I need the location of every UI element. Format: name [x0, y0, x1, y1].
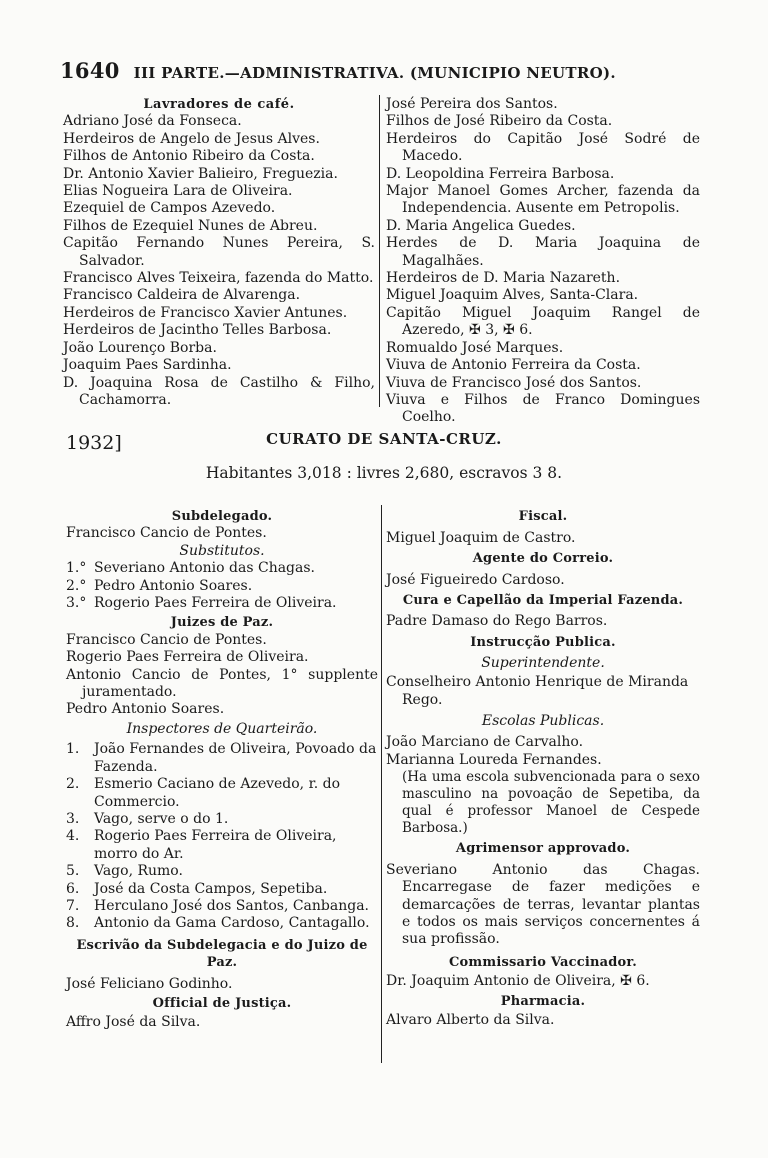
lavrador-entry: Viuva de Francisco José dos Santos.	[386, 374, 642, 391]
substituto-entry	[66, 560, 378, 577]
inspetor-entry-text: Esmerio Caciano de Azevedo, r. do Commercio.	[94, 776, 341, 810]
curato-right-column	[386, 508, 700, 1029]
lavradores-left-column	[63, 96, 375, 409]
fiscal-name: Miguel Joaquim de Castro.	[386, 530, 576, 547]
escolas-note: (Ha uma escola subvencionada para o sexo masculino na povoação de Sepetiba, da qual é professor Manoel de Cespede Barbosa.)	[402, 769, 700, 837]
running-title: III PARTE.—ADMINISTRATIVA. (MUNICIPIO NEUTRO).	[133, 64, 616, 82]
subdelegado-heading: Subdelegado.	[171, 509, 273, 524]
juiz-entry: Antonio Cancio de Pontes, 1° supplente juramentado.	[66, 666, 378, 701]
inspetor-entry-number: 1.	[66, 741, 80, 758]
vacinador-heading: Commissario Vaccinador.	[448, 954, 637, 970]
escolas-heading: Escolas Publicas.	[481, 713, 605, 730]
correio-name: José Figueiredo Cardoso.	[386, 572, 565, 589]
lavradores-right-list	[386, 96, 700, 427]
inspetor-entry-text: José da Costa Campos, Sepetiba.	[94, 880, 328, 897]
inspetor-entry	[66, 863, 378, 880]
inspetor-entry-number: 2.	[66, 776, 80, 793]
inspetor-entry-number: 6.	[66, 880, 80, 897]
lavrador-entry: Miguel Joaquim Alves, Santa-Clara.	[386, 287, 639, 304]
escola-entry: Marianna Loureda Fernandes.	[386, 751, 602, 768]
inspetor-entry	[66, 828, 378, 863]
inspetor-entry-text: João Fernandes de Oliveira, Povoado da Fazenda.	[94, 741, 377, 775]
lavrador-entry: Ezequiel de Campos Azevedo.	[63, 200, 276, 217]
substituto-entry	[66, 595, 378, 612]
pharmacia-name: Alvaro Alberto da Silva.	[386, 1011, 555, 1028]
instrucao-heading: Instrucção Publica.	[470, 635, 616, 651]
juizes-list	[66, 632, 378, 719]
escrivao-name: José Feliciano Godinho.	[66, 975, 233, 992]
inspetor-entry-number: 3.	[66, 810, 80, 827]
superintendente-name: Conselheiro Antonio Henrique de Miranda Rego.	[386, 674, 689, 708]
lavrador-entry: Dr. Antonio Xavier Balieiro, Freguezia.	[63, 165, 338, 182]
inspetor-entry-number: 5.	[66, 863, 80, 880]
agrimensor-text: Severiano Antonio das Chagas. Encarregase de fazer medições e demarcações de terras, levantar plantas e todos os mais serviços concernentes á sua profissão.	[386, 861, 700, 948]
lavrador-entry: Elias Nogueira Lara de Oliveira.	[63, 183, 293, 200]
inspetor-entry	[66, 881, 378, 898]
lavradores-heading: Lavradores de café.	[143, 97, 295, 112]
lavrador-entry: Romualdo José Marques.	[386, 339, 564, 356]
inspetor-entry-text: Vago, Rumo.	[94, 863, 183, 880]
lavrador-entry: D. Joaquina Rosa de Castilho & Filho, Cachamorra.	[63, 374, 375, 408]
page-number: 1640	[60, 58, 120, 83]
pharmacia-heading: Pharmacia.	[500, 993, 586, 1009]
juiz-entry: Pedro Antonio Soares.	[66, 701, 225, 718]
habitantes-line: Habitantes 3,018 : livres 2,680, escravos 3 8.	[205, 464, 563, 482]
inspetor-entry-text: Herculano José dos Santos, Canbanga.	[94, 897, 370, 914]
escrivao-heading: Escrivão da Subdelegacia e do Juizo de Paz.	[76, 937, 368, 971]
column-divider-top	[379, 95, 380, 407]
inspetor-entry	[66, 811, 378, 828]
juiz-entry: Rogerio Paes Ferreira de Oliveira.	[66, 649, 309, 666]
inspetor-entry-number: 7.	[66, 897, 80, 914]
lavrador-entry: Capitão Fernando Nunes Pereira, S. Salvador.	[63, 235, 375, 269]
substituto-entry-number: 3.°	[66, 595, 87, 612]
inspetores-list	[66, 741, 378, 932]
lavrador-entry: Filhos de Ezequiel Nunes de Abreu.	[63, 217, 318, 234]
inspetor-entry	[66, 741, 378, 776]
curato-left-column	[66, 508, 378, 1032]
juizes-heading: Juizes de Paz.	[170, 615, 274, 631]
column-divider-bottom	[381, 505, 382, 1063]
escolas-list	[386, 734, 700, 769]
lavrador-entry: Adriano José da Fonseca.	[63, 113, 242, 130]
subdelegado-name: Francisco Cancio de Pontes.	[66, 525, 267, 542]
substitutos-list	[66, 560, 378, 612]
lavrador-entry: Herdeiros de Angelo de Jesus Alves.	[63, 130, 320, 147]
lavrador-entry: João Lourenço Borba.	[63, 339, 217, 356]
substitutos-heading: Substitutos.	[179, 542, 265, 559]
juiz-entry: Francisco Cancio de Pontes.	[66, 631, 267, 648]
lavrador-entry: Joaquim Paes Sardinha.	[63, 357, 232, 374]
substituto-entry-number: 2.°	[66, 577, 87, 594]
curato-title: CURATO DE SANTA-CRUZ.	[266, 430, 502, 448]
lavrador-entry: D. Leopoldina Ferreira Barbosa.	[386, 165, 615, 182]
inspetor-entry-text: Vago, serve o do 1.	[94, 810, 229, 827]
substituto-entry-text: Pedro Antonio Soares.	[94, 577, 253, 594]
inspetores-heading: Inspectores de Quarteirão.	[126, 720, 318, 737]
agrimensor-heading: Agrimensor approvado.	[455, 841, 631, 857]
lavrador-entry: Filhos de José Ribeiro da Costa.	[386, 113, 613, 130]
substituto-entry-text: Severiano Antonio das Chagas.	[94, 560, 315, 577]
lavradores-right-column	[386, 96, 700, 427]
lavrador-entry: José Pereira dos Santos.	[386, 96, 558, 112]
cura-heading: Cura e Capellão da Imperial Fazenda.	[402, 592, 684, 608]
lavrador-entry: Viuva de Antonio Ferreira da Costa.	[386, 357, 641, 374]
inspetor-entry-text: Antonio da Gama Cardoso, Cantagallo.	[94, 915, 370, 932]
lavrador-entry: Capitão Miguel Joaquim Rangel de Azeredo, ✠ 3, ✠ 6.	[386, 304, 700, 339]
inspetor-entry	[66, 898, 378, 915]
inspetor-entry	[66, 776, 378, 811]
lavrador-entry: Herdeiros do Capitão José Sodré de Macedo.	[386, 130, 700, 165]
escola-entry: João Marciano de Carvalho.	[386, 734, 584, 751]
vacinador-name: Dr. Joaquim Antonio de Oliveira, ✠ 6.	[386, 973, 650, 990]
fiscal-heading: Fiscal.	[518, 509, 568, 524]
correio-heading: Agente do Correio.	[472, 550, 614, 566]
inspetor-entry	[66, 915, 378, 932]
lavrador-entry: Filhos de Antonio Ribeiro da Costa.	[63, 148, 315, 165]
lavrador-entry: Major Manoel Gomes Archer, fazenda da Independencia. Ausente em Petropolis.	[386, 183, 700, 217]
running-head	[60, 58, 616, 83]
lavrador-entry: Francisco Alves Teixeira, fazenda do Matto.	[63, 270, 374, 287]
year-marker: 1932]	[66, 432, 122, 454]
inspetor-entry-number: 8.	[66, 915, 80, 932]
lavradores-left-list	[63, 113, 375, 409]
lavrador-entry: Herdeiros de Francisco Xavier Antunes.	[63, 304, 348, 321]
cura-name: Padre Damaso do Rego Barros.	[386, 613, 608, 630]
substituto-entry-number: 1.°	[66, 560, 87, 577]
official-heading: Official de Justiça.	[152, 995, 292, 1011]
lavrador-entry: Herdes de D. Maria Joaquina de Magalhães.	[386, 235, 700, 269]
superintendente-heading: Superintendente.	[481, 654, 605, 671]
lavrador-entry: Herdeiros de D. Maria Nazareth.	[386, 270, 621, 287]
lavrador-entry: Francisco Caldeira de Alvarenga.	[63, 287, 301, 304]
inspetor-entry-text: Rogerio Paes Ferreira de Oliveira, morro do Ar.	[94, 828, 337, 862]
official-name: Affro José da Silva.	[66, 1014, 201, 1031]
substituto-entry	[66, 578, 378, 595]
lavrador-entry: Viuva e Filhos de Franco Domingues Coelho.	[386, 391, 700, 426]
lavrador-entry: D. Maria Angelica Guedes.	[386, 217, 576, 234]
inspetor-entry-number: 4.	[66, 828, 80, 845]
substituto-entry-text: Rogerio Paes Ferreira de Oliveira.	[94, 595, 337, 612]
lavrador-entry: Herdeiros de Jacintho Telles Barbosa.	[63, 322, 332, 339]
